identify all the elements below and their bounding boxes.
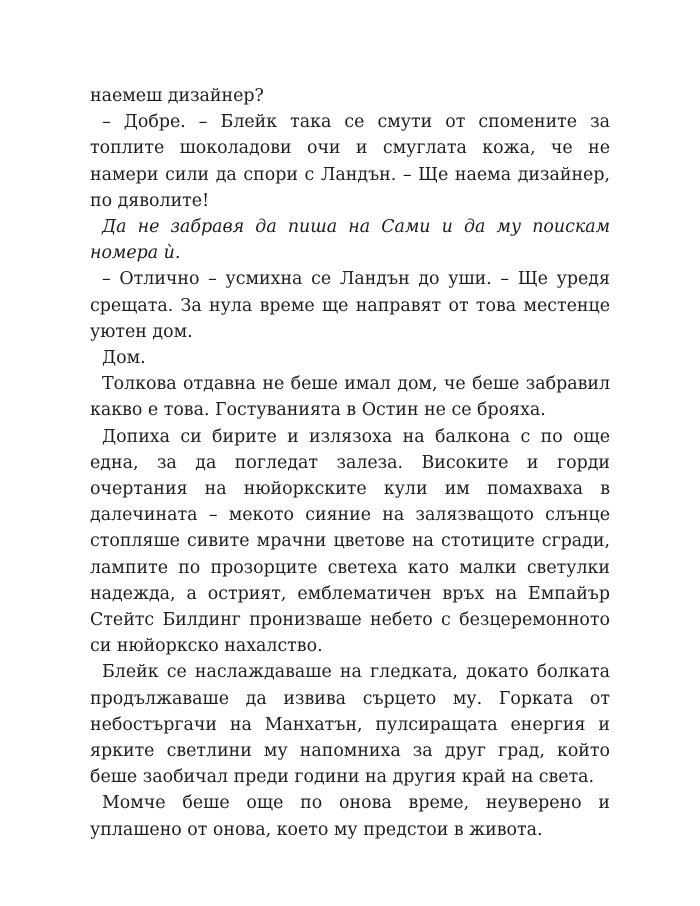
paragraph-dialogue-blake: – Добре. – Блейк така се смути от спомените за топлите шоколадови очи и смуглата кожа, че не намери сили да спори с Ландън. – Ще наема дизайнер, по дяволите! xyxy=(90,112,610,211)
paragraph-view-pain: Блейк се наслаждаваше на гледката, докато болката продължаваше да извива сърцето му. Горката от небостъргачи на Манхатън, пулсиращата енергия и ярките светлини му напомниха за друг град, който беше заобичал преди години на другия край на света. xyxy=(90,662,610,788)
book-page xyxy=(90,83,610,843)
paragraph-boy-memory: Момче беше още по онова време, неуверено и уплашено от онова, което му предстои в живота. xyxy=(90,793,610,840)
paragraph-balcony-sunset: Допиха си бирите и излязоха на балкона с по още една, за да погледат залеза. Високите и горди очертания на нюйоркските кули им помахваха в далечината – мекото сияние на залязващото слънце стопляше сивите мрачни цветове на стотиците сгради, лампите по прозорците светеха като малки светулки надежда, а острият, емблематичен връх на Емпайър Стейтс Билдинг пронизваше небето с безцеремонното си нюйоркско нахалство. xyxy=(90,426,610,657)
paragraph-continuation: наемеш дизайнер? xyxy=(90,86,264,106)
paragraph-home: Дом. xyxy=(102,348,146,369)
paragraph-dialogue-landon: – Отлично – усмихна се Ландън до уши. – Ще уредя срещата. За нула време ще направят от това местенце уютен дом. xyxy=(90,269,610,342)
paragraph-forgotten-home: Толкова отдавна не беше имал дом, че беше забравил какво е това. Гостуванията в Остин не се брояха. xyxy=(90,374,610,421)
paragraph-inner-thought: Да не забравя да пиша на Сами и да му поискам номера ѝ. xyxy=(90,217,610,264)
